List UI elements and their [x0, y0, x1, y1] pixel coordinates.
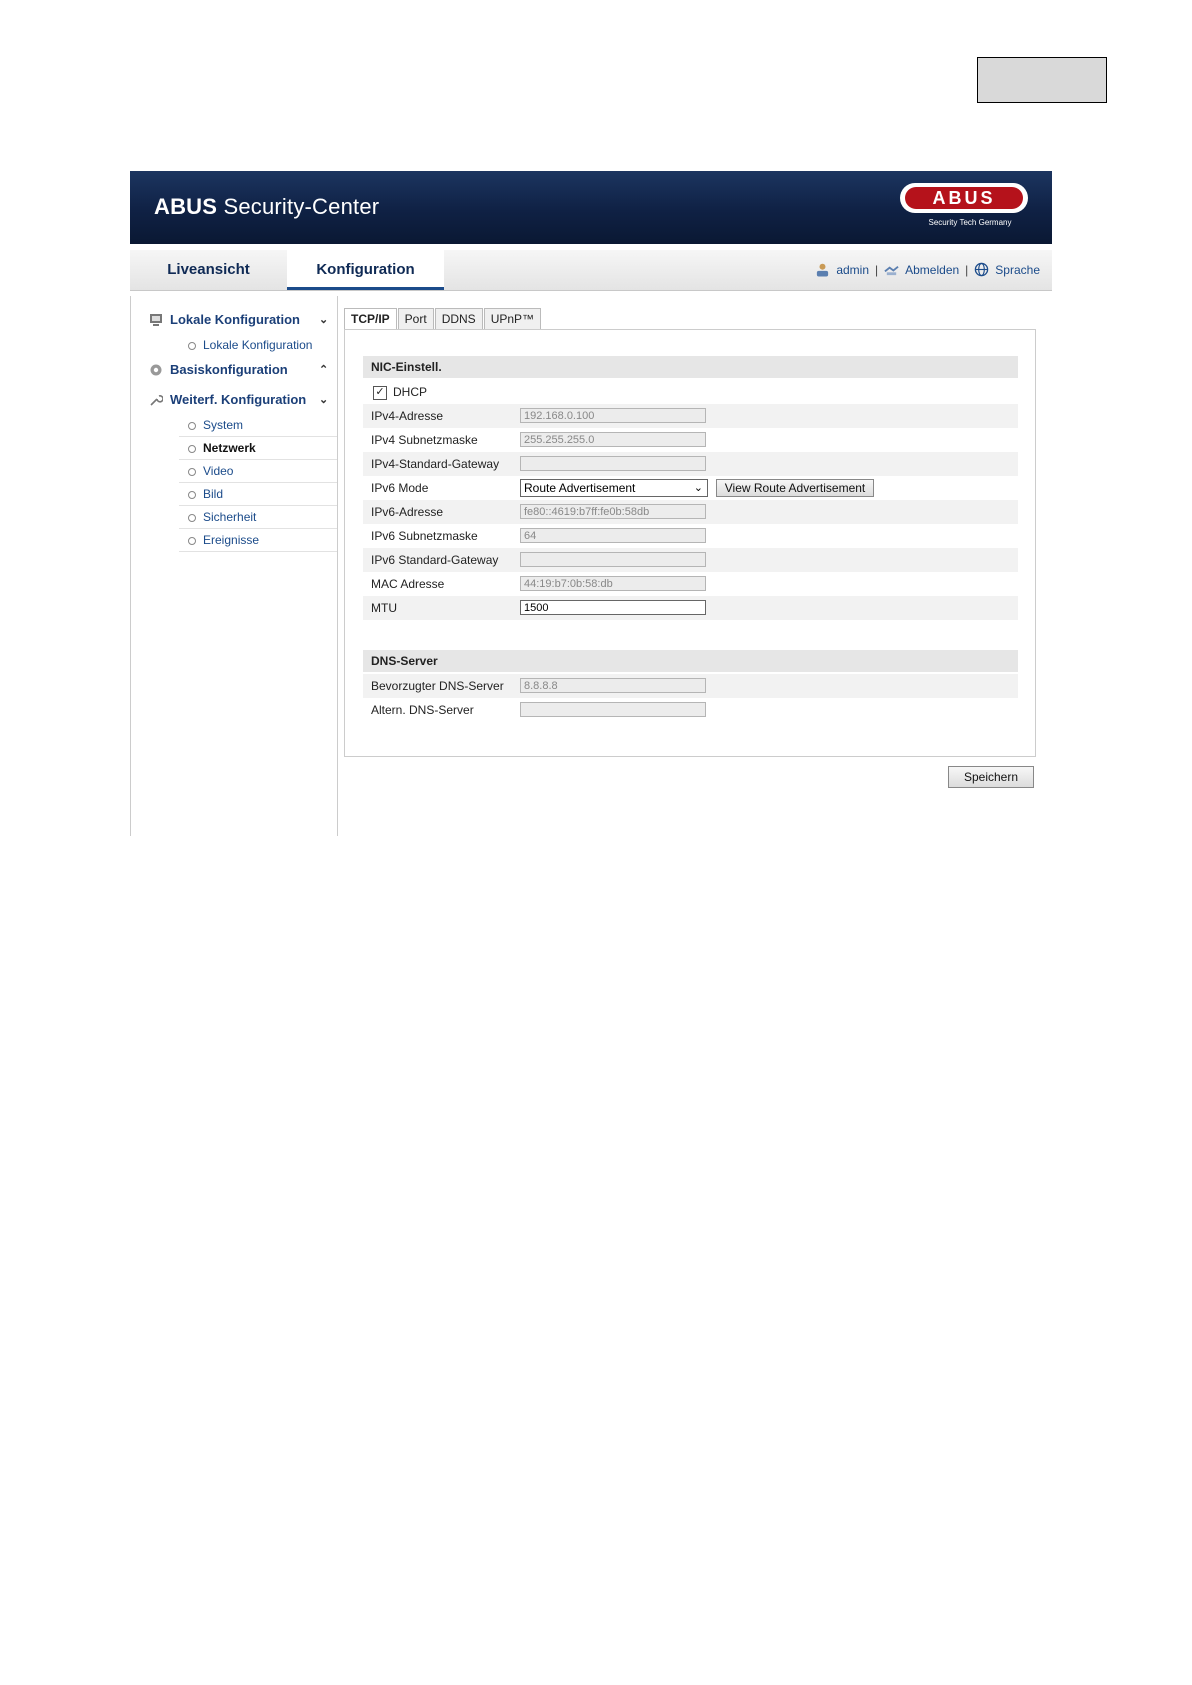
app-title: ABUS Security-Center — [154, 194, 380, 219]
sidebar-item-bild[interactable]: Bild — [179, 483, 337, 506]
abus-logo: ABUS — [900, 183, 1028, 213]
ipv6-address-row: IPv6-Adresse fe80::4619:b7ff:fe0b:58db — [363, 500, 1018, 524]
language-link[interactable]: Sprache — [995, 262, 1040, 277]
sidebar-item-sicherheit[interactable]: Sicherheit — [179, 506, 337, 529]
ipv4-address-row: IPv4-Adresse 192.168.0.100 — [363, 404, 1018, 428]
sidebar-group-local[interactable]: Lokale Konfiguration ⌄ — [149, 312, 300, 327]
computer-icon — [149, 313, 163, 327]
logout-icon — [884, 262, 899, 277]
ipv6-subnet-input[interactable]: 64 — [520, 528, 706, 543]
sidebar-item-system[interactable]: System — [179, 414, 337, 437]
user-menu: admin | Abmelden | Sprache — [815, 262, 1040, 277]
dhcp-label: DHCP — [393, 385, 428, 399]
mtu-input[interactable]: 1500 — [520, 600, 706, 615]
tab-tcpip[interactable]: TCP/IP — [344, 308, 397, 330]
dhcp-checkbox[interactable]: ✓ — [373, 386, 387, 400]
abus-web-interface — [130, 171, 1052, 836]
wrench-icon — [149, 393, 163, 407]
save-button[interactable]: Speichern — [948, 766, 1034, 788]
logout-link[interactable]: Abmelden — [905, 262, 960, 277]
user-name-link[interactable]: admin — [836, 262, 869, 277]
gear-icon — [149, 363, 163, 377]
ipv4-subnet-row: IPv4 Subnetzmaske 255.255.255.0 — [363, 428, 1018, 452]
sidebar-item-netzwerk[interactable]: Netzwerk — [179, 437, 337, 460]
alternate-dns-input[interactable] — [520, 702, 706, 717]
tab-konfiguration[interactable]: Konfiguration — [287, 250, 444, 290]
tcpip-panel — [344, 329, 1036, 757]
chevron-down-icon: ⌄ — [693, 482, 703, 494]
sidebar-item-video[interactable]: Video — [179, 460, 337, 483]
chevron-down-icon: ⌄ — [319, 394, 329, 406]
network-tabs — [344, 308, 542, 330]
ipv6-mode-row: IPv6 Mode Route Advertisement ⌄ View Route Advertisement — [363, 476, 1018, 500]
sidebar-group-basis[interactable]: Basiskonfiguration ⌃ — [149, 362, 288, 377]
main-content — [130, 296, 1052, 836]
ipv6-gateway-row: IPv6 Standard-Gateway — [363, 548, 1018, 572]
sidebar — [131, 296, 338, 836]
mac-address-row: MAC Adresse 44:19:b7:0b:58:db — [363, 572, 1018, 596]
sidebar-item-lokale-konfiguration[interactable]: Lokale Konfiguration — [179, 334, 337, 356]
ipv4-gateway-row: IPv4-Standard-Gateway — [363, 452, 1018, 476]
dhcp-row — [363, 380, 1018, 404]
top-navigation — [130, 250, 1052, 291]
ipv4-gateway-input[interactable] — [520, 456, 706, 471]
tab-liveansicht[interactable]: Liveansicht — [167, 261, 250, 278]
ipv6-mode-select[interactable]: Route Advertisement ⌄ — [520, 479, 708, 497]
nic-section-heading: NIC-Einstell. — [363, 356, 1018, 378]
chevron-up-icon: ⌃ — [319, 364, 329, 376]
tab-upnp[interactable]: UPnP™ — [484, 308, 541, 329]
preferred-dns-row: Bevorzugter DNS-Server 8.8.8.8 — [363, 674, 1018, 698]
ipv6-subnet-row: IPv6 Subnetzmaske 64 — [363, 524, 1018, 548]
tab-ddns[interactable]: DDNS — [435, 308, 483, 329]
dns-section-heading: DNS-Server — [363, 650, 1018, 672]
chevron-down-icon: ⌄ — [319, 314, 329, 326]
ipv6-address-input[interactable]: fe80::4619:b7ff:fe0b:58db — [520, 504, 706, 519]
mac-address-input[interactable]: 44:19:b7:0b:58:db — [520, 576, 706, 591]
page-number-box — [977, 57, 1107, 103]
header-banner — [130, 171, 1052, 244]
logo-tagline: Security Tech Germany — [928, 218, 1012, 227]
globe-icon — [974, 262, 989, 277]
sidebar-item-ereignisse[interactable]: Ereignisse — [179, 529, 337, 552]
tab-port[interactable]: Port — [398, 308, 434, 329]
ipv6-gateway-input[interactable] — [520, 552, 706, 567]
ipv4-subnet-input[interactable]: 255.255.255.0 — [520, 432, 706, 447]
mtu-row: MTU 1500 — [363, 596, 1018, 620]
preferred-dns-input[interactable]: 8.8.8.8 — [520, 678, 706, 693]
ipv4-address-input[interactable]: 192.168.0.100 — [520, 408, 706, 423]
view-route-advertisement-button[interactable]: View Route Advertisement — [716, 479, 874, 497]
user-icon — [815, 262, 830, 277]
alternate-dns-row: Altern. DNS-Server — [363, 698, 1018, 722]
sidebar-group-weiterf[interactable]: Weiterf. Konfiguration ⌄ — [149, 392, 306, 407]
